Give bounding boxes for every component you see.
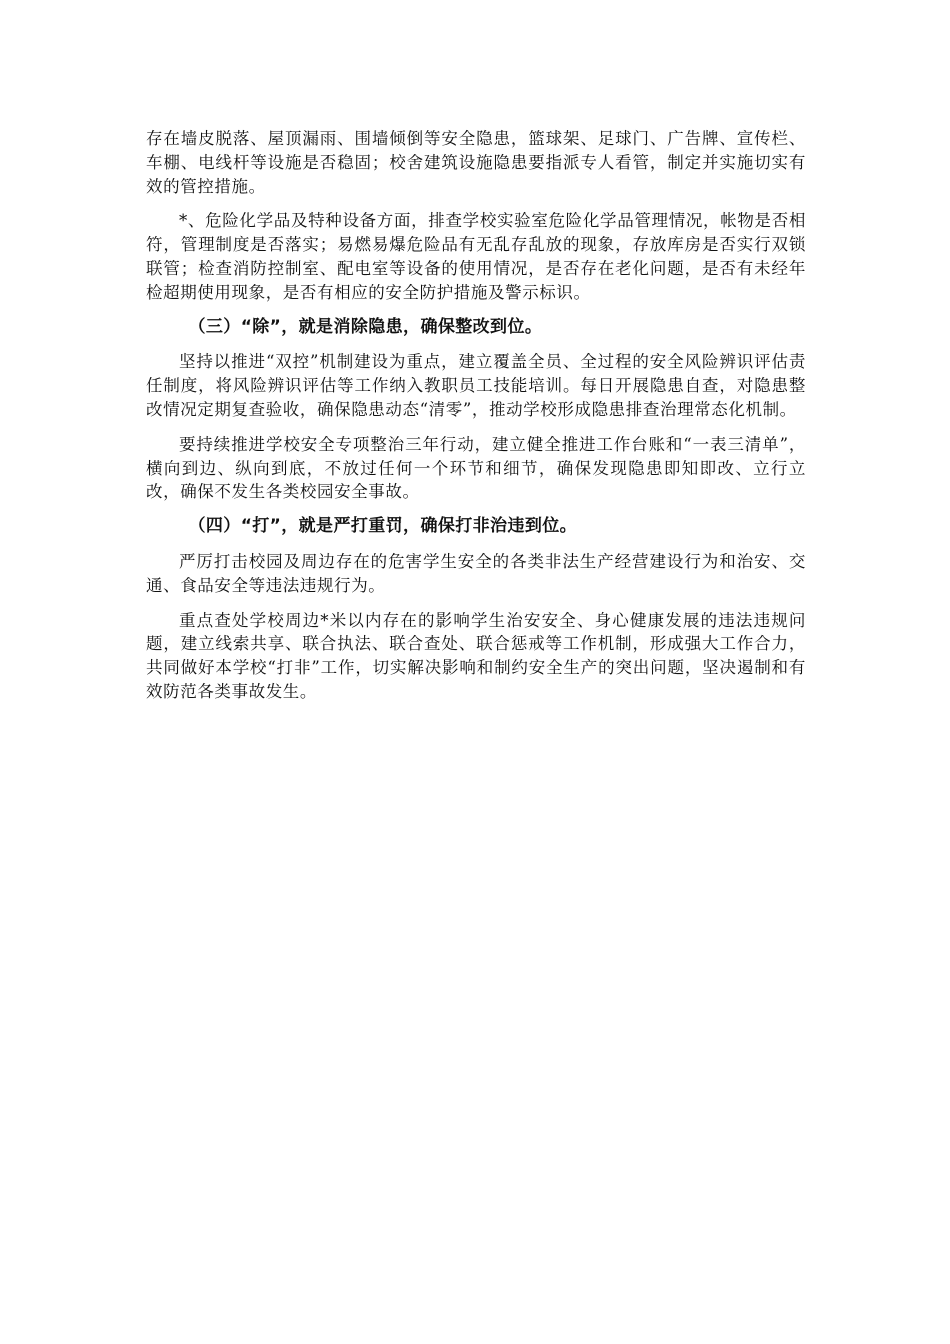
section-heading-4: （四）“打”，就是严打重罚，确保打非治违到位。 <box>188 516 578 537</box>
paragraph-investigation: 重点查处学校周边*米以内存在的影响学生治安安全、身心健康发展的违法违规问题，建立线索共享、联合执法、联合查处、联合惩戒等工作机制，形成强大工作合力，共同做好本学校“打非”工作，切实解决影响和制约安全生产的突出问题，坚决遏制和有效防范各类事故发生。 <box>146 610 806 701</box>
paragraph-three-year-action: 要持续推进学校安全专项整治三年行动，建立健全推进工作台账和“一表三清单”，横向到边、纵向到底，不放过任何一个环节和细节，确保发现隐患即知即改、立行立改，确保不发生各类校园安全事故。 <box>146 434 806 502</box>
paragraph-building-hazards: 存在墙皮脱落、屋顶漏雨、围墙倾倒等安全隐患，篮球架、足球门、广告牌、宣传栏、车棚、电线杆等设施是否稳固；校舍建筑设施隐患要指派专人看管，制定并实施切实有效的管控措施。 <box>146 129 806 196</box>
section-heading-3: （三）“除”，就是消除隐患，确保整改到位。 <box>188 316 543 337</box>
paragraph-dual-control: 坚持以推进“双控”机制建设为重点，建立覆盖全员、全过程的安全风险辨识评估责任制度，将风险辨识评估等工作纳入教职员工技能培训。每日开展隐患自查，对隐患整改情况定期复查验收，确保隐患动态“清零”，推动学校形成隐患排查治理常态化机制。 <box>146 352 806 419</box>
paragraph-crackdown: 严厉打击校园及周边存在的危害学生安全的各类非法生产经营建设行为和治安、交通、食品安全等违法违规行为。 <box>146 551 806 595</box>
paragraph-hazardous-chemicals: *、危险化学品及特种设备方面，排查学校实验室危险化学品管理情况，帐物是否相符，管理制度是否落实；易燃易爆危险品有无乱存乱放的现象，存放库房是否实行双锁联管；检查消防控制室、配电室等设备的使用情况，是否存在老化问题，是否有未经年检超期使用现象，是否有相应的安全防护措施及警示标识。 <box>146 211 806 302</box>
document-page <box>146 127 806 715</box>
